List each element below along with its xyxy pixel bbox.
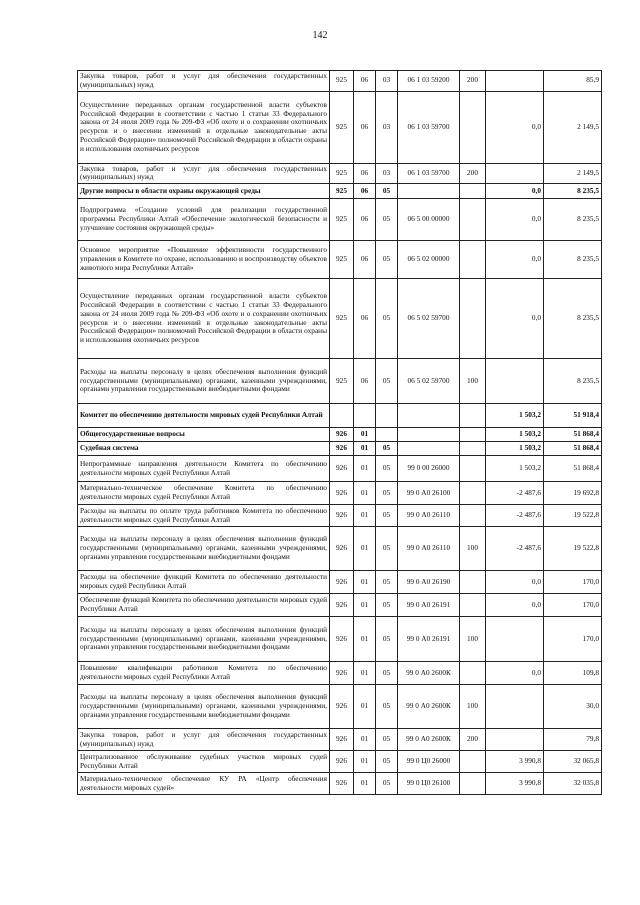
- table-row: [78, 71, 602, 92]
- row-name-cell: Расходы на выплаты персоналу в целях обеспечения выполнения функций государственными (муниципальными) органами, казенными учреждениями, органами управления государственными внебюджетными фондами: [78, 617, 330, 662]
- row-subsection-cell: 05: [376, 662, 398, 685]
- row-subsection-cell: [376, 428, 398, 442]
- row-subsection-cell: 05: [376, 184, 398, 199]
- row-section-cell: 06: [354, 163, 376, 184]
- row-ved-cell: 926: [330, 729, 354, 751]
- row-ved-cell: 926: [330, 505, 354, 527]
- table-row: [78, 163, 602, 184]
- row-total-amount-cell: 51 918,4: [544, 404, 602, 428]
- table-row: [78, 505, 602, 527]
- row-total-amount-cell: 109,8: [544, 662, 602, 685]
- table-row: [78, 617, 602, 662]
- row-name-cell: Судебная система: [78, 442, 330, 456]
- table-row: [78, 773, 602, 795]
- row-target-article-cell: 06 5 00 00000: [398, 199, 460, 241]
- table-row: [78, 428, 602, 442]
- row-expense-type-cell: 200: [460, 163, 486, 184]
- row-section-cell: 01: [354, 482, 376, 505]
- row-section-cell: 01: [354, 594, 376, 617]
- page-number: 142: [312, 30, 328, 41]
- row-subsection-cell: 05: [376, 773, 398, 795]
- row-ved-cell: 926: [330, 456, 354, 482]
- row-total-amount-cell: 8 235,5: [544, 359, 602, 404]
- row-ved-cell: 925: [330, 163, 354, 184]
- row-change-amount-cell: 0,0: [486, 199, 544, 241]
- row-section-cell: 06: [354, 184, 376, 199]
- row-ved-cell: 925: [330, 71, 354, 92]
- row-expense-type-cell: [460, 184, 486, 199]
- row-section-cell: 01: [354, 442, 376, 456]
- row-total-amount-cell: 170,0: [544, 571, 602, 594]
- row-subsection-cell: [376, 404, 398, 428]
- row-target-article-cell: 99 0 А0 26100: [398, 482, 460, 505]
- row-section-cell: 01: [354, 505, 376, 527]
- row-ved-cell: 925: [330, 199, 354, 241]
- row-subsection-cell: 05: [376, 442, 398, 456]
- table-row: [78, 279, 602, 359]
- row-subsection-cell: 05: [376, 571, 398, 594]
- row-total-amount-cell: 51 868,4: [544, 428, 602, 442]
- row-expense-type-cell: [460, 279, 486, 359]
- row-total-amount-cell: 170,0: [544, 594, 602, 617]
- row-target-article-cell: 99 0 А0 26110: [398, 505, 460, 527]
- row-target-article-cell: 99 0 А0 2600К: [398, 685, 460, 729]
- row-change-amount-cell: 0,0: [486, 184, 544, 199]
- row-target-article-cell: 99 0 А0 26191: [398, 594, 460, 617]
- row-section-cell: 01: [354, 571, 376, 594]
- row-target-article-cell: 99 0 Ц0 26000: [398, 751, 460, 773]
- row-section-cell: 01: [354, 773, 376, 795]
- row-name-cell: Подпрограмма «Создание условий для реализации государственной программы Республики Алтай «Обеспечение экологической безопасности и улучшение состояния окружающей среды»: [78, 199, 330, 241]
- row-ved-cell: [330, 404, 354, 428]
- row-name-cell: Общегосударственные вопросы: [78, 428, 330, 442]
- row-expense-type-cell: 100: [460, 685, 486, 729]
- row-subsection-cell: 05: [376, 751, 398, 773]
- row-expense-type-cell: 100: [460, 359, 486, 404]
- row-change-amount-cell: 0,0: [486, 91, 544, 163]
- table-row: [78, 594, 602, 617]
- row-target-article-cell: 06 5 02 00000: [398, 241, 460, 279]
- row-target-article-cell: [398, 442, 460, 456]
- budget-table-body: [78, 71, 602, 795]
- row-total-amount-cell: 32 035,8: [544, 773, 602, 795]
- row-target-article-cell: 99 0 00 26000: [398, 456, 460, 482]
- row-change-amount-cell: [486, 163, 544, 184]
- row-target-article-cell: [398, 184, 460, 199]
- row-target-article-cell: 06 1 03 59700: [398, 163, 460, 184]
- row-expense-type-cell: [460, 404, 486, 428]
- row-total-amount-cell: 79,8: [544, 729, 602, 751]
- row-change-amount-cell: [486, 685, 544, 729]
- table-row: [78, 199, 602, 241]
- row-total-amount-cell: 170,0: [544, 617, 602, 662]
- row-total-amount-cell: 2 149,5: [544, 91, 602, 163]
- row-expense-type-cell: [460, 456, 486, 482]
- table-row: [78, 729, 602, 751]
- row-target-article-cell: 06 5 02 59700: [398, 279, 460, 359]
- row-target-article-cell: [398, 404, 460, 428]
- row-expense-type-cell: 200: [460, 729, 486, 751]
- table-row: [78, 685, 602, 729]
- row-ved-cell: 925: [330, 359, 354, 404]
- row-subsection-cell: 05: [376, 482, 398, 505]
- table-row: [78, 404, 602, 428]
- row-expense-type-cell: [460, 199, 486, 241]
- row-total-amount-cell: 8 235,5: [544, 279, 602, 359]
- row-expense-type-cell: [460, 594, 486, 617]
- row-expense-type-cell: [460, 662, 486, 685]
- row-section-cell: 01: [354, 662, 376, 685]
- row-name-cell: Обеспечение функций Комитета по обеспечению деятельности мировых судей Республики Алтай: [78, 594, 330, 617]
- row-ved-cell: 926: [330, 527, 354, 571]
- row-name-cell: Расходы на выплаты персоналу в целях обеспечения выполнения функций государственными (муниципальными) органами, казенными учреждениями, органами управления государственными внебюджетными фондами: [78, 527, 330, 571]
- row-change-amount-cell: [486, 729, 544, 751]
- row-subsection-cell: 03: [376, 71, 398, 92]
- row-name-cell: Расходы на выплаты персоналу в целях обеспечения выполнения функций государственными (муниципальными) органами, казенными учреждениями, органами управления государственными внебюджетными фондами: [78, 685, 330, 729]
- row-expense-type-cell: 100: [460, 527, 486, 571]
- row-name-cell: Осуществление переданных органам государственной власти субъектов Российской Федерации в соответствии с частью 1 статьи 33 Федерального закона от 24 июля 2009 года № 209-ФЗ «Об охоте и о сохранении охотничьих ресурсов и о внесении изменений в отдельные законодательные акты Российской Федерации» полномочий Российской Федерации в области охраны и использования охотничьих ресурсов: [78, 91, 330, 163]
- row-change-amount-cell: 3 990,8: [486, 773, 544, 795]
- table-row: [78, 527, 602, 571]
- row-section-cell: 01: [354, 527, 376, 571]
- row-target-article-cell: 06 5 02 59700: [398, 359, 460, 404]
- row-expense-type-cell: 100: [460, 617, 486, 662]
- row-change-amount-cell: 1 503,2: [486, 428, 544, 442]
- row-section-cell: [354, 404, 376, 428]
- row-change-amount-cell: -2 487,6: [486, 482, 544, 505]
- row-subsection-cell: 03: [376, 163, 398, 184]
- row-ved-cell: 925: [330, 184, 354, 199]
- row-ved-cell: 926: [330, 428, 354, 442]
- row-change-amount-cell: [486, 71, 544, 92]
- row-ved-cell: 926: [330, 571, 354, 594]
- table-row: [78, 442, 602, 456]
- row-ved-cell: 926: [330, 594, 354, 617]
- row-total-amount-cell: 51 868,4: [544, 456, 602, 482]
- row-change-amount-cell: [486, 359, 544, 404]
- budget-table: [77, 70, 602, 795]
- row-subsection-cell: 05: [376, 359, 398, 404]
- row-section-cell: 01: [354, 617, 376, 662]
- row-target-article-cell: 06 1 03 59200: [398, 71, 460, 92]
- row-target-article-cell: 99 0 Ц0 26100: [398, 773, 460, 795]
- row-target-article-cell: 99 0 А0 26110: [398, 527, 460, 571]
- row-name-cell: Закупка товаров, работ и услуг для обеспечения государственных (муниципальных) нужд: [78, 729, 330, 751]
- row-subsection-cell: 05: [376, 594, 398, 617]
- row-subsection-cell: 05: [376, 456, 398, 482]
- row-subsection-cell: 03: [376, 91, 398, 163]
- row-name-cell: Материально-техническое обеспечение Комитета по обеспечению деятельности мировых судей Республики Алтай: [78, 482, 330, 505]
- row-expense-type-cell: [460, 91, 486, 163]
- row-total-amount-cell: 19 522,8: [544, 505, 602, 527]
- row-target-article-cell: 06 1 03 59700: [398, 91, 460, 163]
- row-name-cell: Расходы на выплаты по оплате труда работников Комитета по обеспечению деятельности мировых судей Республики Алтай: [78, 505, 330, 527]
- row-expense-type-cell: [460, 428, 486, 442]
- row-name-cell: Другие вопросы в области охраны окружающей среды: [78, 184, 330, 199]
- row-change-amount-cell: 1 503,2: [486, 456, 544, 482]
- row-subsection-cell: 05: [376, 199, 398, 241]
- row-subsection-cell: 05: [376, 241, 398, 279]
- row-ved-cell: 926: [330, 617, 354, 662]
- table-row: [78, 184, 602, 199]
- row-ved-cell: 925: [330, 91, 354, 163]
- row-subsection-cell: 05: [376, 527, 398, 571]
- row-ved-cell: 925: [330, 241, 354, 279]
- row-target-article-cell: 99 0 А0 2600К: [398, 729, 460, 751]
- row-subsection-cell: 05: [376, 279, 398, 359]
- row-section-cell: 06: [354, 199, 376, 241]
- table-row: [78, 456, 602, 482]
- row-name-cell: Материально-техническое обеспечение КУ РА «Центр обеспечения деятельности мировых судей»: [78, 773, 330, 795]
- row-total-amount-cell: 51 868,4: [544, 442, 602, 456]
- row-name-cell: Непрограммные направления деятельности Комитета по обеспечению деятельности мировых судей Республики Алтай: [78, 456, 330, 482]
- row-expense-type-cell: [460, 482, 486, 505]
- table-row: [78, 241, 602, 279]
- row-expense-type-cell: [460, 505, 486, 527]
- table-row: [78, 482, 602, 505]
- table-row: [78, 571, 602, 594]
- row-expense-type-cell: [460, 442, 486, 456]
- row-total-amount-cell: 19 522,8: [544, 527, 602, 571]
- row-ved-cell: 926: [330, 685, 354, 729]
- row-subsection-cell: 05: [376, 729, 398, 751]
- row-total-amount-cell: 2 149,5: [544, 163, 602, 184]
- row-subsection-cell: 05: [376, 617, 398, 662]
- table-row: [78, 359, 602, 404]
- row-change-amount-cell: 0,0: [486, 571, 544, 594]
- row-section-cell: 01: [354, 751, 376, 773]
- row-section-cell: 06: [354, 91, 376, 163]
- row-total-amount-cell: 8 235,5: [544, 184, 602, 199]
- row-name-cell: Повышение квалификации работников Комитета по обеспечению деятельности мировых судей Республики Алтай: [78, 662, 330, 685]
- row-change-amount-cell: [486, 617, 544, 662]
- row-name-cell: Осуществление переданных органам государственной власти субъектов Российской Федерации в соответствии с частью 1 статьи 33 Федерального закона от 24 июля 2009 года № 209-ФЗ «Об охоте и о сохранении охотничьих ресурсов и о внесении изменений в отдельные законодательные акты Российской Федерации» полномочий Российской Федерации в области охраны и использования охотничьих ресурсов: [78, 279, 330, 359]
- row-change-amount-cell: 1 503,2: [486, 442, 544, 456]
- row-change-amount-cell: 0,0: [486, 279, 544, 359]
- row-section-cell: 01: [354, 456, 376, 482]
- row-section-cell: 01: [354, 685, 376, 729]
- row-name-cell: Расходы на обеспечение функций Комитета по обеспечению деятельности мировых судей Республики Алтай: [78, 571, 330, 594]
- row-target-article-cell: 99 0 А0 26191: [398, 617, 460, 662]
- row-subsection-cell: 05: [376, 685, 398, 729]
- row-section-cell: 06: [354, 279, 376, 359]
- row-name-cell: Основное мероприятие «Повышение эффективности государственного управления в Комитете по охране, использованию и воспроизводству объектов животного мира Республики Алтай»: [78, 241, 330, 279]
- table-row: [78, 91, 602, 163]
- row-change-amount-cell: 0,0: [486, 594, 544, 617]
- row-target-article-cell: 99 0 А0 2600К: [398, 662, 460, 685]
- row-name-cell: Закупка товаров, работ и услуг для обеспечения государственных (муниципальных) нужд: [78, 71, 330, 92]
- row-ved-cell: 926: [330, 773, 354, 795]
- row-name-cell: Централизованное обслуживание судебных участков мировых судей Республики Алтай: [78, 751, 330, 773]
- row-expense-type-cell: [460, 773, 486, 795]
- row-section-cell: 06: [354, 241, 376, 279]
- row-expense-type-cell: [460, 751, 486, 773]
- row-change-amount-cell: -2 487,6: [486, 527, 544, 571]
- row-ved-cell: 925: [330, 279, 354, 359]
- row-section-cell: 06: [354, 71, 376, 92]
- row-change-amount-cell: 3 990,8: [486, 751, 544, 773]
- table-row: [78, 751, 602, 773]
- row-ved-cell: 926: [330, 751, 354, 773]
- row-name-cell: Закупка товаров, работ и услуг для обеспечения государственных (муниципальных) нужд: [78, 163, 330, 184]
- row-expense-type-cell: [460, 241, 486, 279]
- row-name-cell: Расходы на выплаты персоналу в целях обеспечения выполнения функций государственными (муниципальными) органами, казенными учреждениями, органами управления государственными внебюджетными фондами: [78, 359, 330, 404]
- table-row: [78, 662, 602, 685]
- row-total-amount-cell: 32 065,8: [544, 751, 602, 773]
- row-section-cell: 01: [354, 729, 376, 751]
- row-ved-cell: 926: [330, 662, 354, 685]
- row-change-amount-cell: 0,0: [486, 241, 544, 279]
- row-total-amount-cell: 30,0: [544, 685, 602, 729]
- row-target-article-cell: [398, 428, 460, 442]
- row-change-amount-cell: -2 487,6: [486, 505, 544, 527]
- row-ved-cell: 926: [330, 442, 354, 456]
- row-ved-cell: 926: [330, 482, 354, 505]
- row-expense-type-cell: [460, 571, 486, 594]
- row-change-amount-cell: 0,0: [486, 662, 544, 685]
- row-expense-type-cell: 200: [460, 71, 486, 92]
- row-target-article-cell: 99 0 А0 26190: [398, 571, 460, 594]
- row-total-amount-cell: 8 235,5: [544, 199, 602, 241]
- row-total-amount-cell: 19 692,8: [544, 482, 602, 505]
- row-name-cell: Комитет по обеспечению деятельности мировых судей Республики Алтай: [78, 404, 330, 428]
- row-section-cell: 01: [354, 428, 376, 442]
- row-section-cell: 06: [354, 359, 376, 404]
- row-total-amount-cell: 8 235,5: [544, 241, 602, 279]
- row-change-amount-cell: 1 503,2: [486, 404, 544, 428]
- row-total-amount-cell: 85,9: [544, 71, 602, 92]
- row-subsection-cell: 05: [376, 505, 398, 527]
